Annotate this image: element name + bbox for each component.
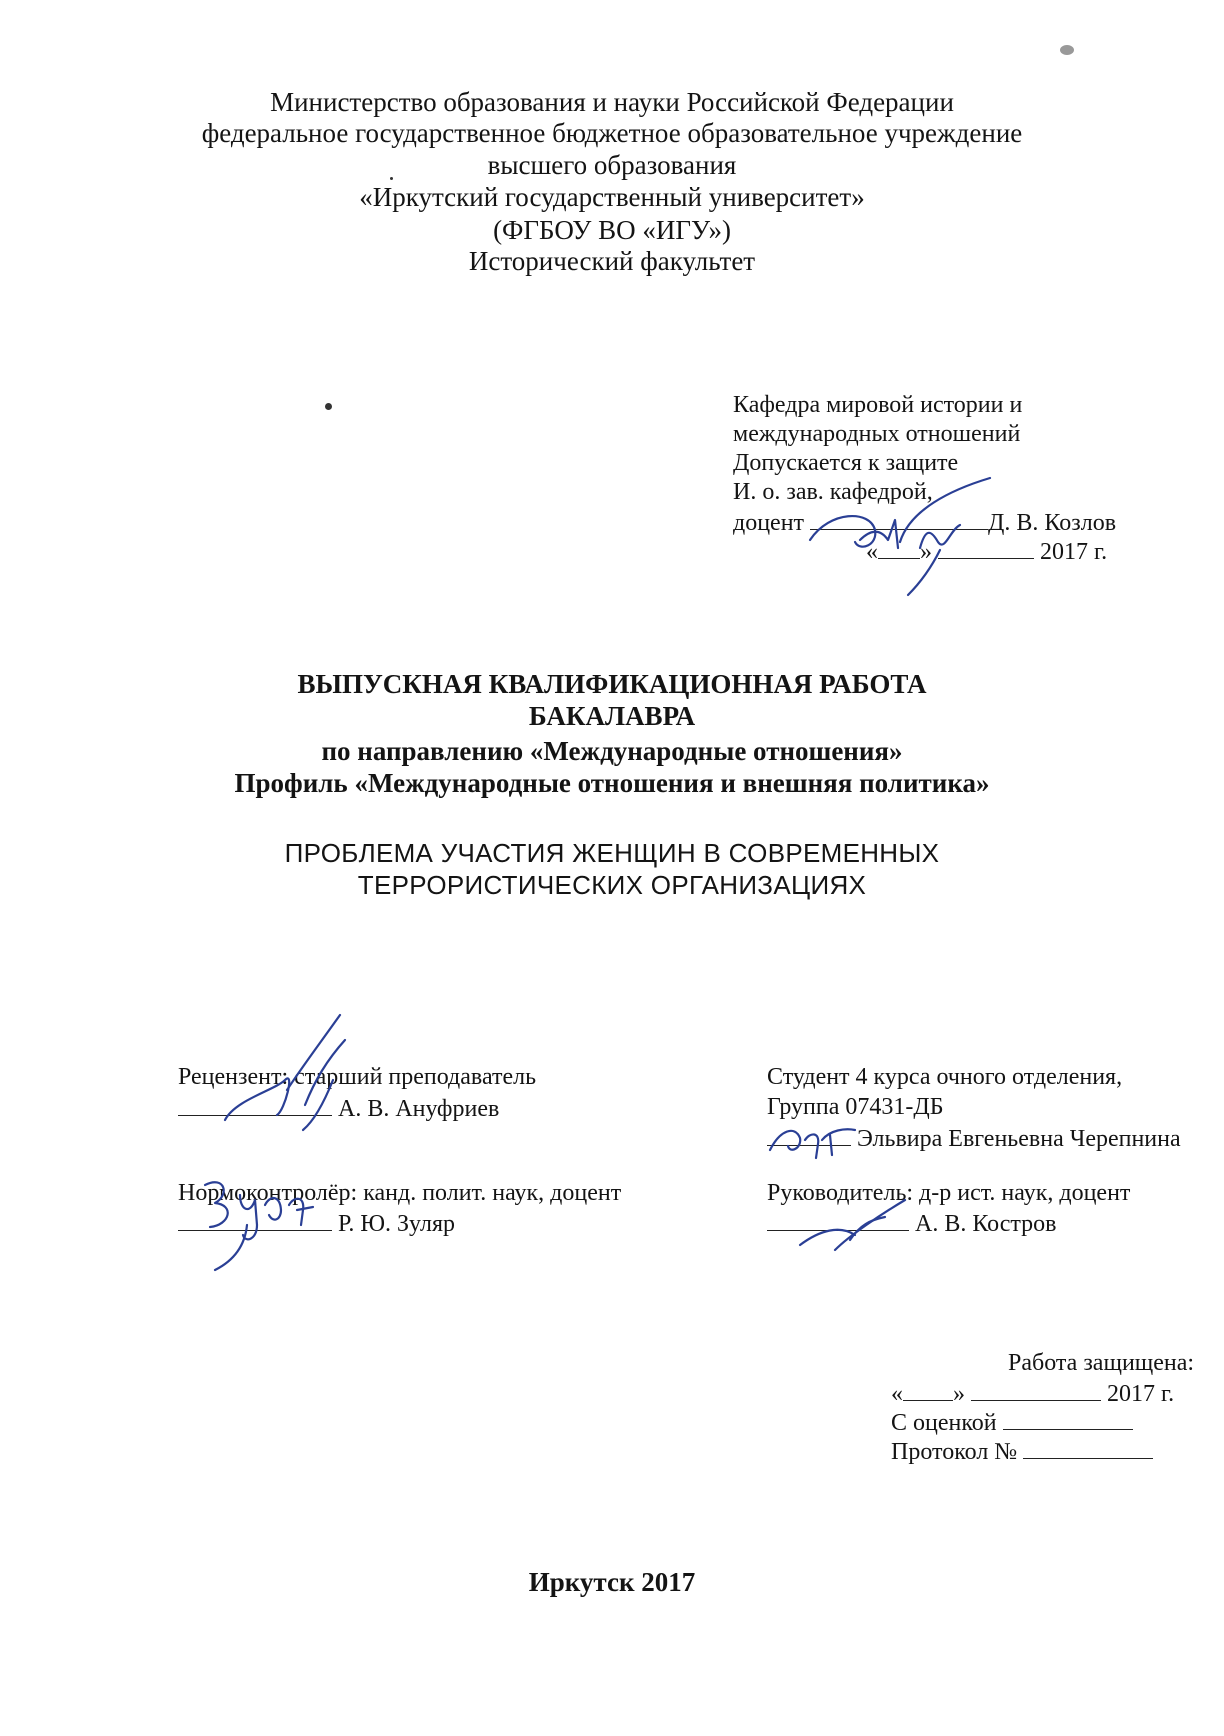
defended-label: Работа защищена: <box>1008 1350 1195 1376</box>
department-line-2: международных отношений <box>733 421 1021 447</box>
abbreviation-line: (ФГБОУ ВО «ИГУ») <box>493 215 731 245</box>
supervisor-signature-line <box>767 1208 1057 1238</box>
faculty-line: Исторический факультет <box>468 246 756 276</box>
scan-speck <box>1060 45 1074 55</box>
grade-label: С оценкой <box>891 1410 997 1436</box>
student-name: Эльвира Евгеньевна Черепнина <box>857 1126 1181 1152</box>
approval-date-close-quote: » <box>920 539 932 565</box>
head-title-line: И. о. зав. кафедрой, <box>733 479 933 505</box>
head-name: Д. В. Козлов <box>988 510 1117 536</box>
reviewer-signature-blank <box>178 1093 332 1116</box>
reviewer-name: А. В. Ануфриев <box>338 1096 500 1122</box>
institution-type-line: федеральное государственное бюджетное образовательное учреждение <box>201 118 1023 148</box>
student-group: Группа 07431-ДБ <box>767 1094 944 1120</box>
head-signature-blank <box>810 507 988 530</box>
student-signature-line <box>767 1123 1181 1153</box>
admitted-line: Допускается к защите <box>733 450 959 476</box>
defense-month-blank <box>971 1378 1101 1401</box>
city-year: Иркутск 2017 <box>528 1567 696 1597</box>
grade-blank <box>1003 1407 1133 1430</box>
norm-controller-role: Нормоконтролёр: канд. полит. наук, доцент <box>178 1180 622 1206</box>
protocol-blank <box>1023 1436 1153 1459</box>
student-role: Студент 4 курса очного отделения, <box>767 1064 1123 1090</box>
scan-speck <box>325 403 332 410</box>
topic-line-2: ТЕРРОРИСТИЧЕСКИХ ОРГАНИЗАЦИЯХ <box>357 870 867 900</box>
student-signature-blank <box>767 1123 851 1146</box>
work-type-line-1: ВЫПУСКНАЯ КВАЛИФИКАЦИОННАЯ РАБОТА <box>297 669 927 699</box>
head-position: доцент <box>733 510 805 536</box>
topic-line-1: ПРОБЛЕМА УЧАСТИЯ ЖЕНЩИН В СОВРЕМЕННЫХ <box>284 838 940 868</box>
university-line: «Иркутский государственный университет» <box>359 182 865 212</box>
approval-date-line <box>866 536 1107 566</box>
grade-line <box>891 1407 1133 1437</box>
direction-line: по направлению «Международные отношения» <box>321 736 903 766</box>
approval-date-open-quote: « <box>866 539 878 565</box>
defense-date-close-quote: » <box>953 1381 965 1407</box>
head-signature-line <box>733 507 1116 537</box>
profile-line: Профиль «Международные отношения и внешняя политика» <box>234 768 990 798</box>
approval-day-blank <box>878 536 920 559</box>
scan-speck <box>390 177 393 180</box>
norm-controller-name: Р. Ю. Зуляр <box>338 1211 455 1237</box>
protocol-label: Протокол № <box>891 1439 1018 1465</box>
reviewer-signature-line <box>178 1093 499 1123</box>
work-type-line-2: БАКАЛАВРА <box>528 701 696 731</box>
education-level-line: высшего образования <box>487 150 737 180</box>
supervisor-signature-blank <box>767 1208 909 1231</box>
protocol-line <box>891 1436 1153 1466</box>
defense-year: 2017 г. <box>1107 1381 1175 1407</box>
reviewer-role: Рецензент: старший преподаватель <box>178 1064 537 1090</box>
norm-controller-signature-blank <box>178 1208 332 1231</box>
defense-date-line <box>891 1378 1174 1408</box>
defense-date-open-quote: « <box>891 1381 903 1407</box>
approval-month-blank <box>938 536 1034 559</box>
norm-controller-signature-line <box>178 1208 455 1238</box>
supervisor-role: Руководитель: д-р ист. наук, доцент <box>767 1180 1131 1206</box>
department-line-1: Кафедра мировой истории и <box>733 392 1023 418</box>
supervisor-name: А. В. Костров <box>915 1211 1057 1237</box>
ministry-line: Министерство образования и науки Российской Федерации <box>270 87 954 117</box>
approval-year: 2017 г. <box>1040 539 1108 565</box>
defense-day-blank <box>903 1378 953 1401</box>
